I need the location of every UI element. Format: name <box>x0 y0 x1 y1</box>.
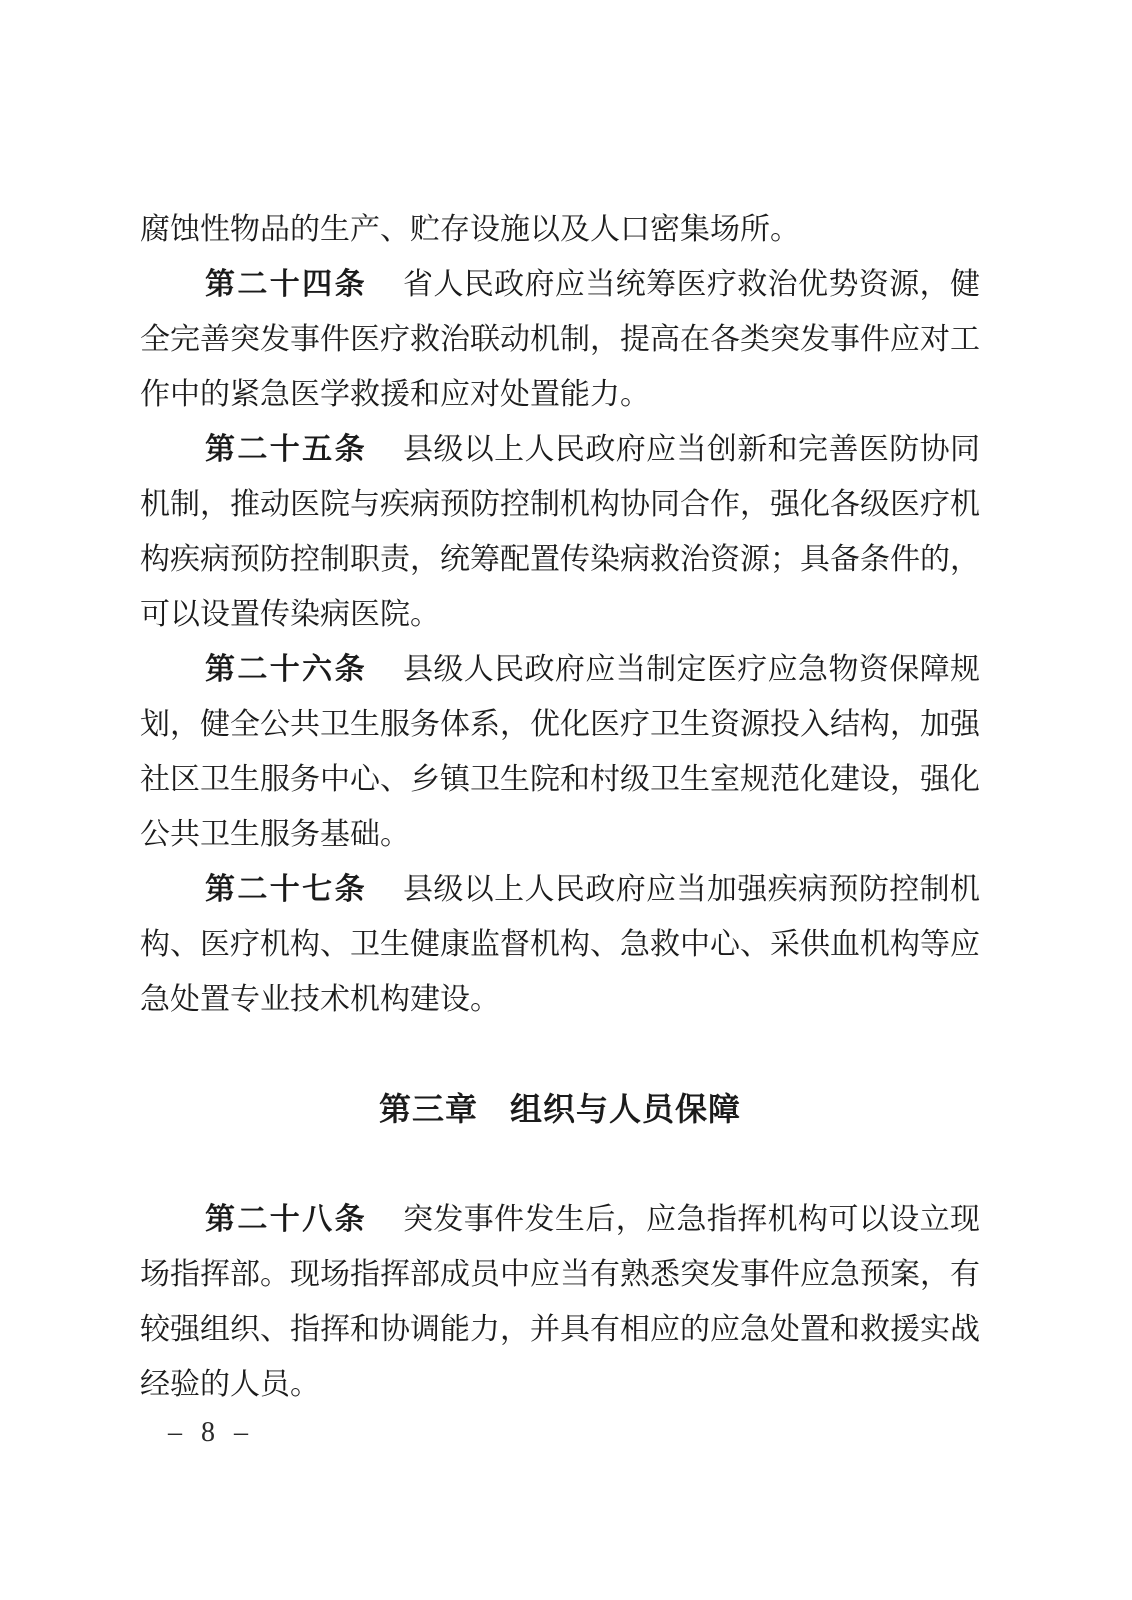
article-24-label: 第二十四条 <box>205 268 367 301</box>
chapter-title: 组织与人员保障 <box>510 1091 742 1127</box>
article-paragraph-25 <box>140 422 980 642</box>
article-26-text: 县级人民政府应当制定医疗应急物资保障规划，健全公共卫生服务体系，优化医疗卫生资源投入结构，加强社区卫生服务中心、乡镇卫生院和村级卫生室规范化建设，强化公共卫生服务基础。 <box>140 653 981 851</box>
article-24-text: 省人民政府应当统筹医疗救治优势资源，健全完善突发事件医疗救治联动机制，提高在各类突发事件应对工作中的紧急医学救援和应对处置能力。 <box>140 268 981 411</box>
article-paragraph-26 <box>140 642 980 862</box>
chapter-number: 第三章 <box>378 1091 478 1127</box>
paragraph-continuation: 腐蚀性物品的生产、贮存设施以及人口密集场所。 <box>140 213 800 246</box>
article-25-label: 第二十五条 <box>205 433 367 466</box>
article-paragraph-27 <box>140 862 980 1027</box>
article-28-text: 突发事件发生后，应急指挥机构可以设立现场指挥部。现场指挥部成员中应当有熟悉突发事件应急预案，有较强组织、指挥和协调能力，并具有相应的应急处置和救援实战经验的人员。 <box>140 1203 981 1401</box>
article-28-label: 第二十八条 <box>205 1203 367 1236</box>
page-number: – 8 – <box>168 1417 254 1448</box>
article-26-label: 第二十六条 <box>205 653 367 686</box>
document-body <box>140 202 980 1412</box>
article-27-label: 第二十七条 <box>205 873 367 906</box>
article-paragraph-24 <box>140 257 980 422</box>
chapter-heading <box>140 1082 980 1137</box>
article-25-text: 县级以上人民政府应当创新和完善医防协同机制，推动医院与疾病预防控制机构协同合作，强化各级医疗机构疾病预防控制职责，统筹配置传染病救治资源；具备条件的，可以设置传染病医院。 <box>140 433 981 631</box>
article-27-text: 县级以上人民政府应当加强疾病预防控制机构、医疗机构、卫生健康监督机构、急救中心、采供血机构等应急处置专业技术机构建设。 <box>140 873 981 1016</box>
article-paragraph-28 <box>140 1192 980 1412</box>
